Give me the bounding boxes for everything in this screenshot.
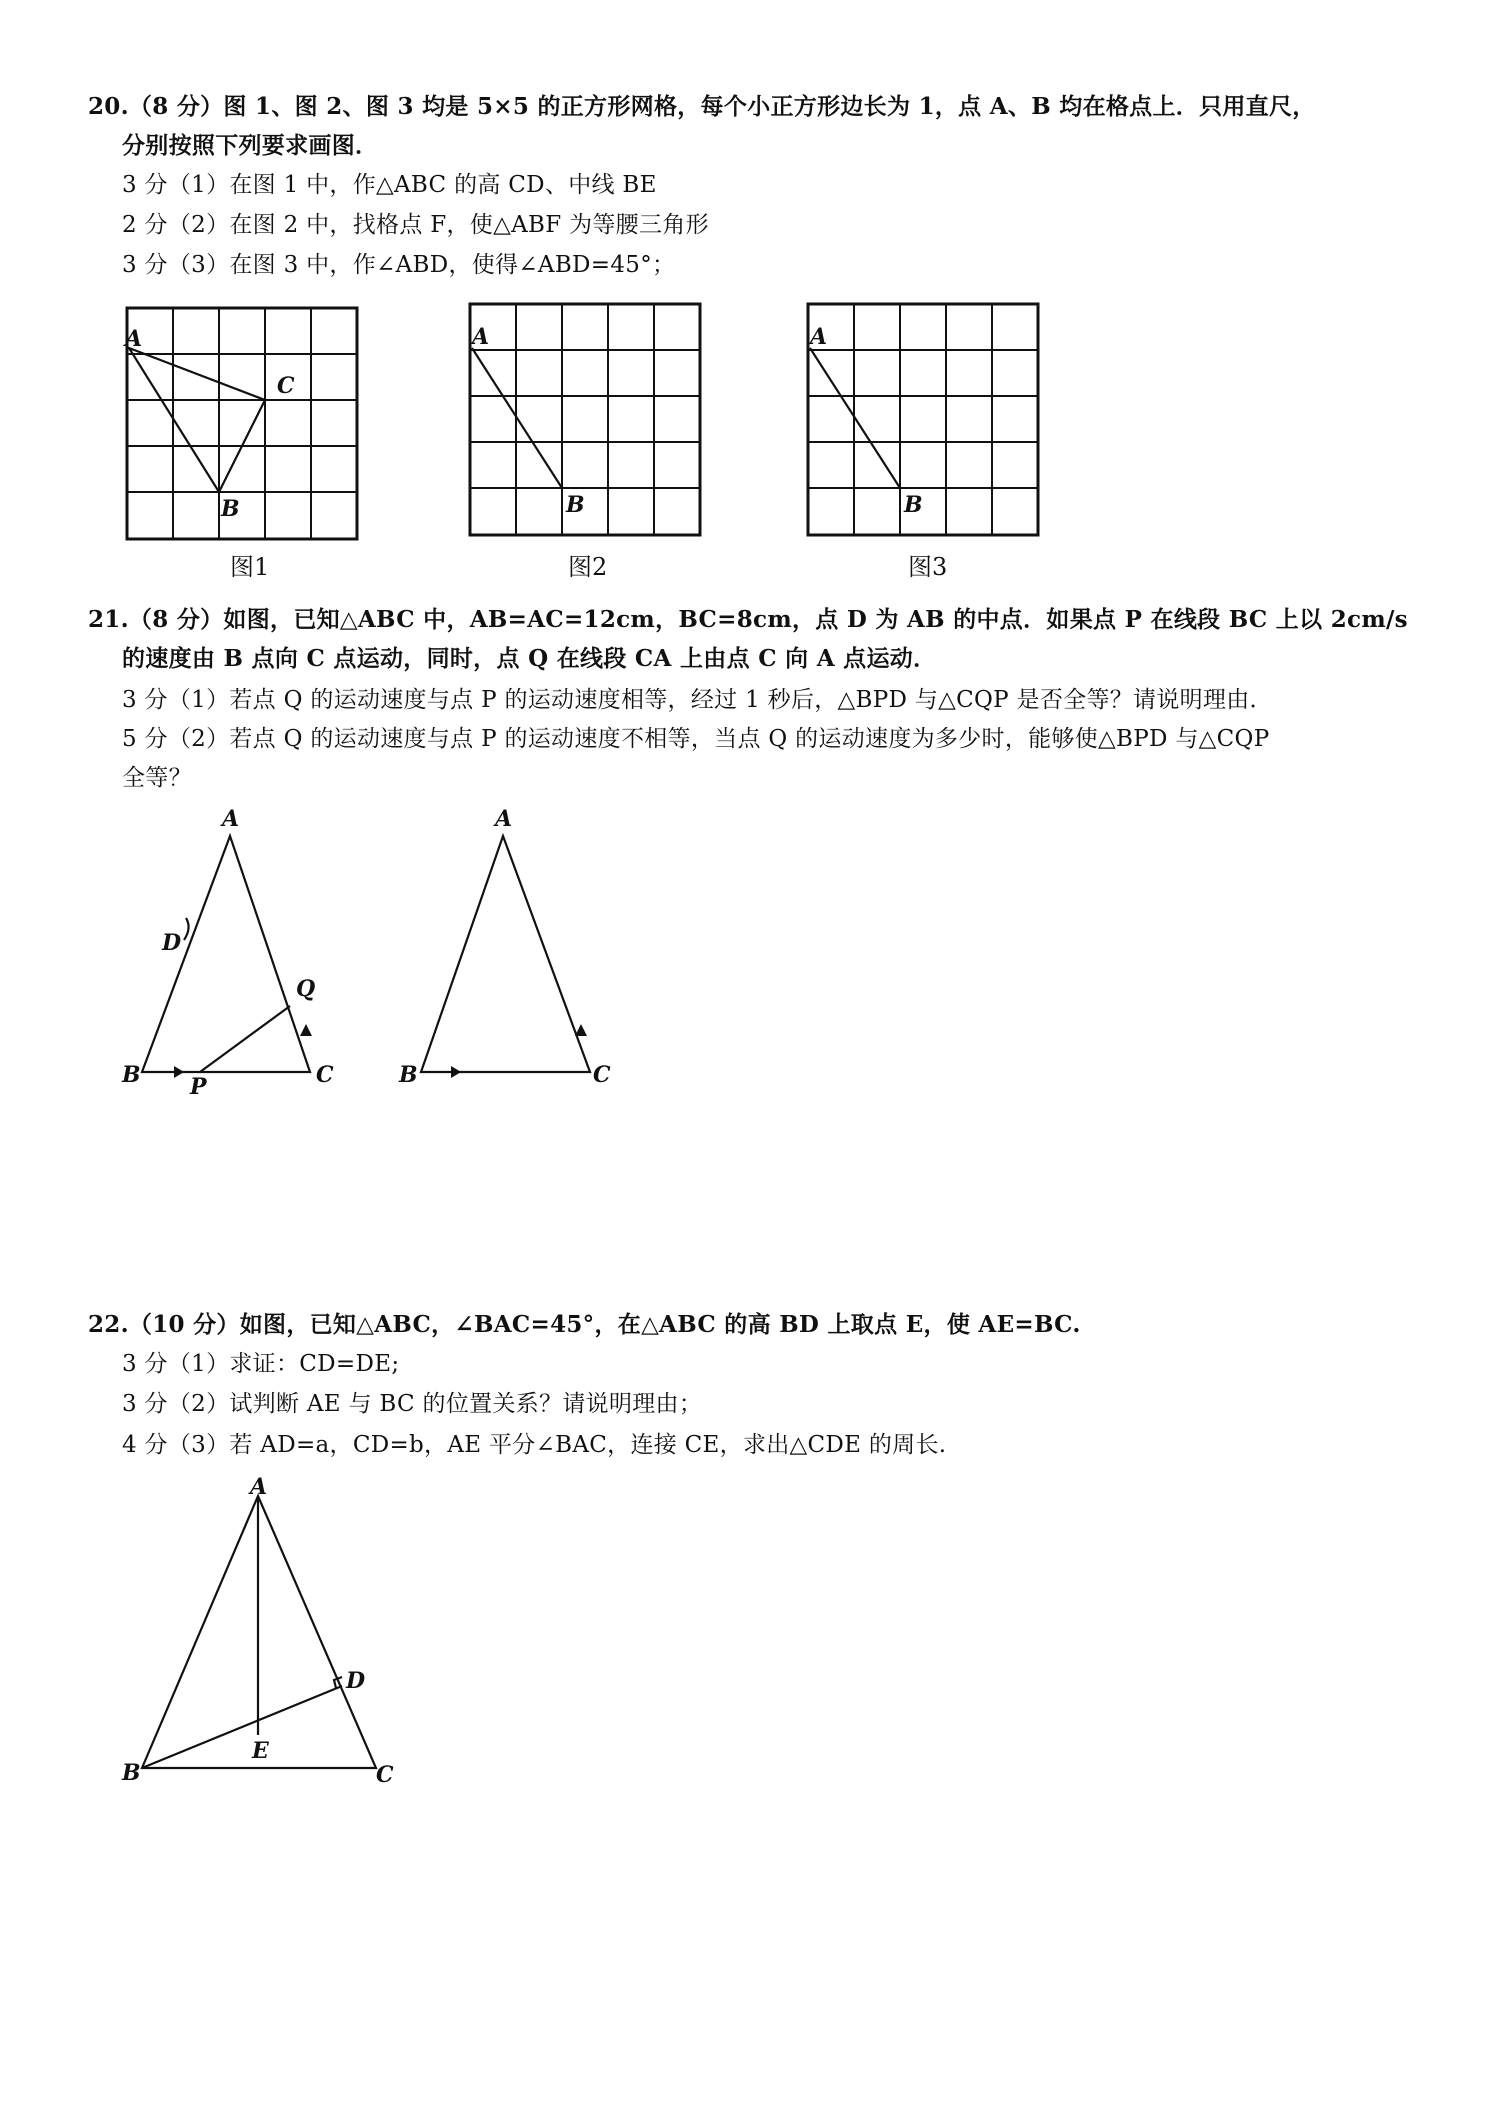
grid-frame: [127, 308, 357, 539]
label-c: C: [277, 373, 295, 399]
grid-lines: [808, 304, 1038, 535]
label-a: A: [495, 806, 513, 832]
label-b: B: [904, 492, 923, 518]
q22-part3: 4 分（3）若 AD=a，CD=b，AE 平分∠BAC，连接 CE，求出△CDE 的周长.: [122, 1432, 947, 1458]
q21-stem-line2: 的速度由 B 点向 C 点运动，同时，点 Q 在线段 CA 上由点 C 向 A 点运动．: [122, 645, 937, 672]
grid-frame: [808, 304, 1038, 535]
label-d: D: [162, 930, 182, 956]
q20-stem-line2: 分别按照下列要求画图．: [122, 132, 379, 159]
arrow-q: [300, 1024, 312, 1036]
q22-figure: [110, 1470, 430, 1790]
q21-figure-left: [110, 800, 370, 1100]
q21-stem-line1: 21.（8 分）如图，已知△ABC 中，AB=AC=12cm，BC=8cm，点 D 为 AB 的中点．如果点 P 在线段 BC 上以 2cm/s: [88, 606, 1408, 633]
label-b: B: [399, 1062, 418, 1088]
q21-part1: 3 分（1）若点 Q 的运动速度与点 P 的运动速度相等，经过 1 秒后，△BPD 与△CQP 是否全等？请说明理由．: [122, 687, 1273, 713]
grid-lines: [470, 304, 700, 535]
label-a: A: [472, 324, 490, 350]
label-a: A: [250, 1474, 268, 1500]
triangle-abc: [421, 836, 590, 1072]
q20-figure3: [808, 304, 1038, 536]
arrow-bc: [451, 1066, 461, 1078]
q22-part2: 3 分（2）试判断 AE 与 BC 的位置关系？请说明理由；: [122, 1391, 703, 1417]
q22-stem: 22.（10 分）如图，已知△ABC，∠BAC=45°，在△ABC 的高 BD 上取点 E，使 AE=BC.: [88, 1311, 1081, 1338]
label-q: Q: [296, 976, 316, 1002]
q21-figure-right: [385, 800, 645, 1100]
label-b: B: [221, 496, 240, 522]
triangle-abc: [129, 348, 265, 492]
label-c: C: [316, 1062, 334, 1088]
arc-mark-d: [184, 918, 189, 940]
fig1-caption: 图1: [230, 553, 270, 581]
label-c: C: [376, 1762, 394, 1788]
q20-part1: 3 分（1）在图 1 中，作△ABC 的高 CD、中线 BE: [122, 172, 657, 198]
fig2-caption: 图2: [568, 553, 608, 581]
grid-lines: [127, 308, 357, 539]
label-e: E: [252, 1738, 269, 1764]
label-a: A: [222, 806, 240, 832]
q22-part1: 3 分（1）求证：CD=DE;: [122, 1351, 400, 1377]
q20-figure2: [470, 304, 700, 536]
label-a: A: [810, 324, 828, 350]
grid-frame: [470, 304, 700, 535]
q20-part2: 2 分（2）在图 2 中，找格点 F，使△ABF 为等腰三角形: [122, 212, 709, 238]
label-d: D: [346, 1668, 366, 1694]
q20-figure1: [127, 308, 357, 540]
label-c: C: [593, 1062, 611, 1088]
segment-pq: [200, 1006, 290, 1072]
label-b: B: [566, 492, 585, 518]
q20-part3: 3 分（3）在图 3 中，作∠ABD，使得∠ABD=45°；: [122, 252, 676, 278]
q21-part2-cont: 全等？: [122, 765, 192, 791]
fig3-caption: 图3: [908, 553, 948, 581]
arrow-p: [174, 1066, 184, 1078]
label-a: A: [125, 326, 143, 352]
label-b: B: [122, 1760, 141, 1786]
q21-part2: 5 分（2）若点 Q 的运动速度与点 P 的运动速度不相等，当点 Q 的运动速度为多少时，能够使△BPD 与△CQP: [122, 726, 1270, 752]
label-p: P: [190, 1074, 207, 1100]
arrow-ca: [575, 1024, 587, 1036]
label-b: B: [122, 1062, 141, 1088]
q20-stem-line1: 20.（8 分）图 1、图 2、图 3 均是 5×5 的正方形网格，每个小正方形边长为 1，点 A、B 均在格点上．只用直尺，: [88, 93, 1316, 120]
